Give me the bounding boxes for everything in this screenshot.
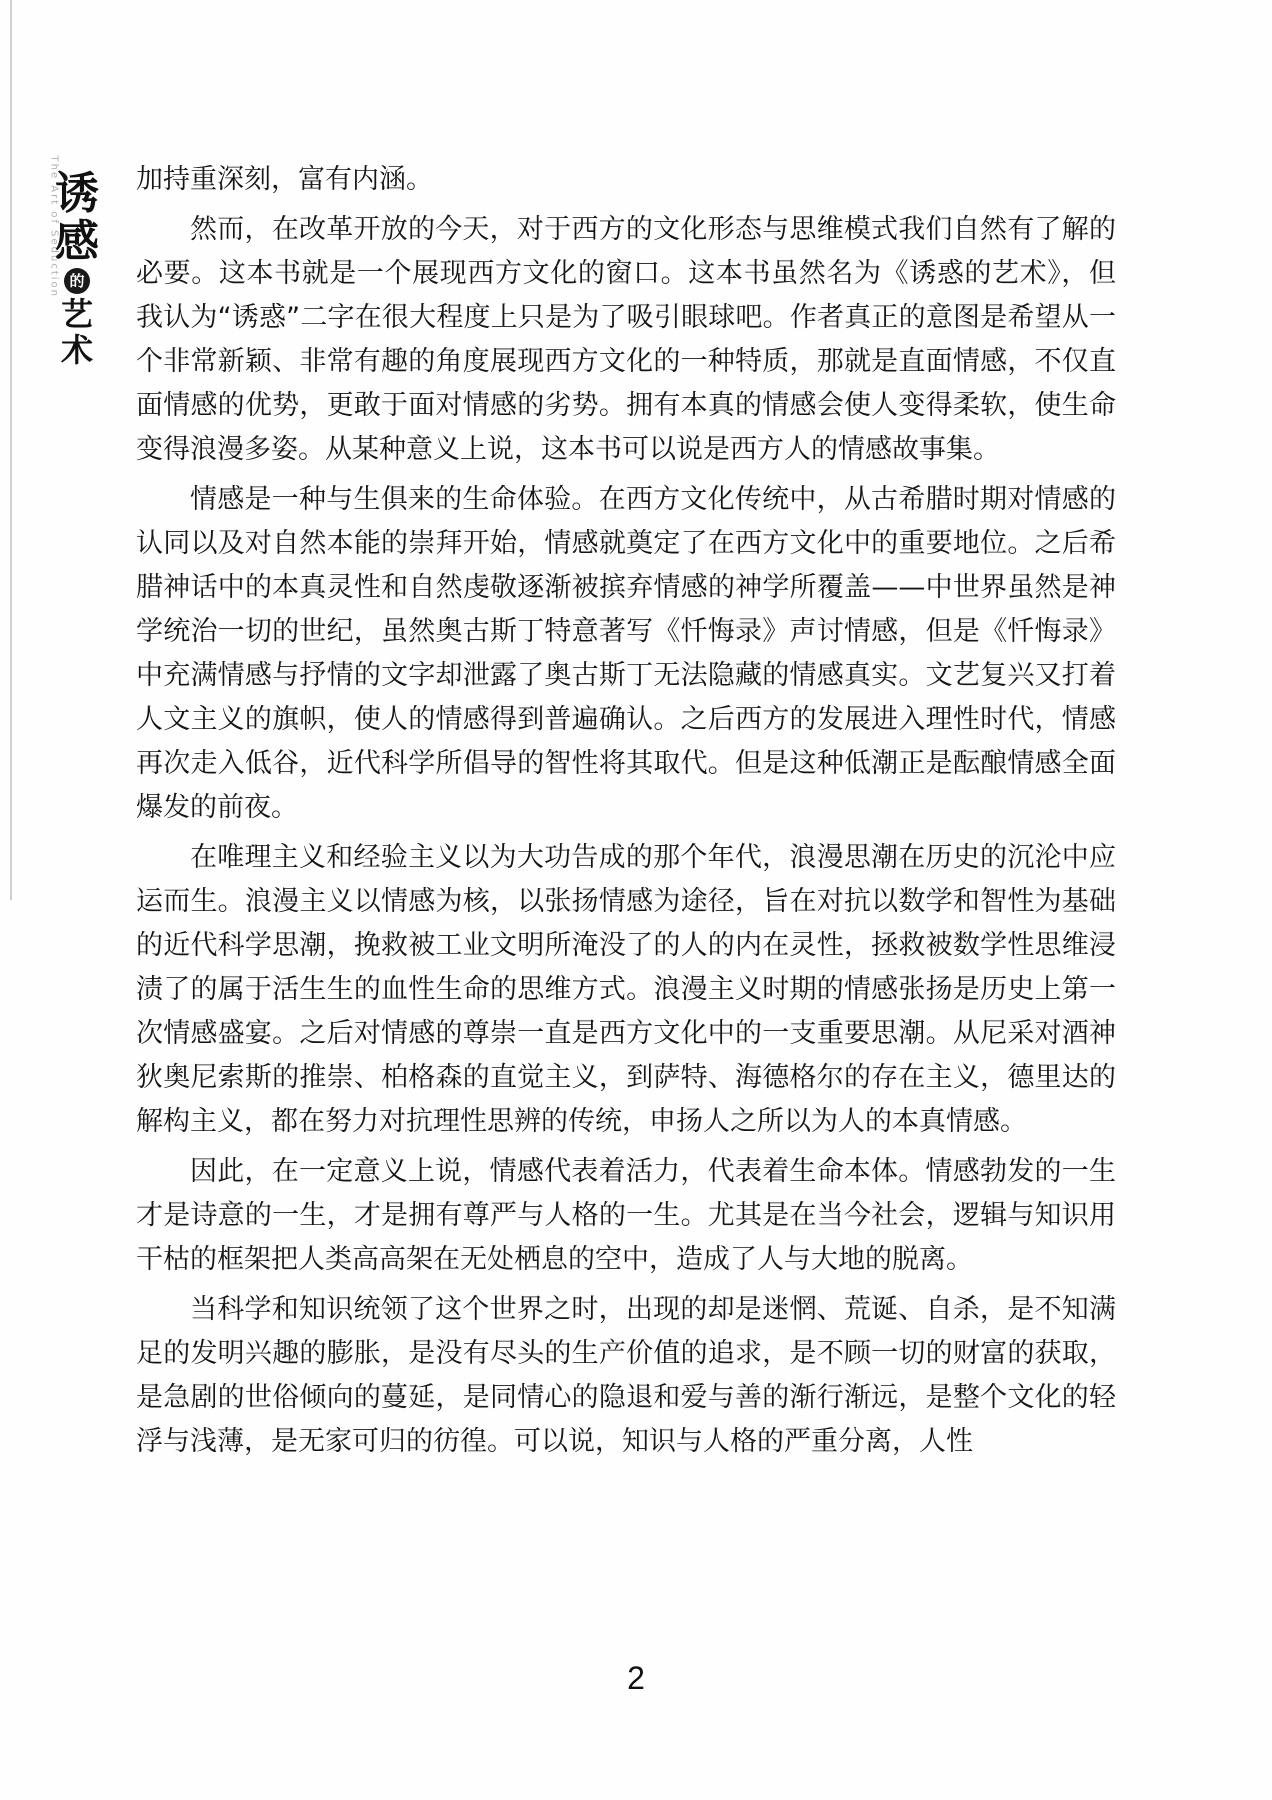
paragraph-5: 因此，在一定意义上说，情感代表着活力，代表着生命本体。情感勃发的一生才是诗意的一生，才是拥有尊严与人格的一生。尤其是在当今社会，逻辑与知识用干枯的框架把人类高高架在无处栖息的空中，造成了人与大地的脱离。 bbox=[136, 1156, 1116, 1275]
side-title-char-3: 艺 bbox=[60, 295, 93, 333]
page-number: 2 bbox=[627, 1660, 645, 1696]
side-title-char-1: 诱 bbox=[55, 168, 99, 219]
body-text bbox=[136, 158, 1116, 1470]
side-book-title bbox=[52, 170, 102, 368]
paragraph-2: 然而，在改革开放的今天，对于西方的文化形态与思维模式我们自然有了解的必要。这本书就是一个展现西方文化的窗口。这本书虽然名为《诱惑的艺术》，但我认为“诱惑”二字在很大程度上只是为了吸引眼球吧。作者真正的意图是希望从一个非常新颖、非常有趣的角度展现西方文化的一种特质，那就是直面情感，不仅直面情感的优势，更敢于面对情感的劣势。拥有本真的情感会使人变得柔软，使生命变得浪漫多姿。从某种意义上说，这本书可以说是西方人的情感故事集。 bbox=[136, 214, 1116, 465]
side-english-text: The Art of Seduction bbox=[48, 155, 60, 298]
side-title-de-badge: 的 bbox=[64, 268, 90, 294]
paragraph-3: 情感是一种与生俱来的生命体验。在西方文化传统中，从古希腊时期对情感的认同以及对自然本能的崇拜开始，情感就奠定了在西方文化中的重要地位。之后希腊神话中的本真灵性和自然虔敬逐渐被摈弃情感的神学所覆盖——中世界虽然是神学统治一切的世纪，虽然奥古斯丁特意著写《忏悔录》声讨情感，但是《忏悔录》中充满情感与抒情的文字却泄露了奥古斯丁无法隐藏的情感真实。文艺复兴又打着人文主义的旗帜，使人的情感得到普遍确认。之后西方的发展进入理性时代，情感再次走入低谷，近代科学所倡导的智性将其取代。但是这种低潮正是酝酿情感全面爆发的前夜。 bbox=[136, 484, 1116, 823]
paragraph-1: 加持重深刻，富有内涵。 bbox=[136, 164, 433, 195]
paragraph-4: 在唯理主义和经验主义以为大功告成的那个年代，浪漫思潮在历史的沉沦中应运而生。浪漫主义以情感为核，以张扬情感为途径，旨在对抗以数学和智性为基础的近代科学思潮，挽救被工业文明所淹没了的人的内在灵性，拯救被数学性思维浸渍了的属于活生生的血性生命的思维方式。浪漫主义时期的情感张扬是历史上第一次情感盛宴。之后对情感的尊崇一直是西方文化中的一支重要思潮。从尼采对酒神狄奥尼索斯的推崇、柏格森的直觉主义，到萨特、海德格尔的存在主义，德里达的解构主义，都在努力对抗理性思辨的传统，申扬人之所以为人的本真情感。 bbox=[136, 842, 1116, 1137]
side-title-char-2: 感 bbox=[55, 216, 99, 267]
side-title-char-4: 术 bbox=[60, 331, 93, 369]
paragraph-6: 当科学和知识统领了这个世界之时，出现的却是迷惘、荒诞、自杀，是不知满足的发明兴趣的膨胀，是没有尽头的生产价值的追求，是不顾一切的财富的获取，是急剧的世俗倾向的蔓延，是同情心的隐退和爱与善的渐行渐远，是整个文化的轻浮与浅薄，是无家可归的彷徨。可以说，知识与人格的严重分离，人性 bbox=[136, 1294, 1116, 1457]
page-edge-divider bbox=[10, 0, 12, 900]
